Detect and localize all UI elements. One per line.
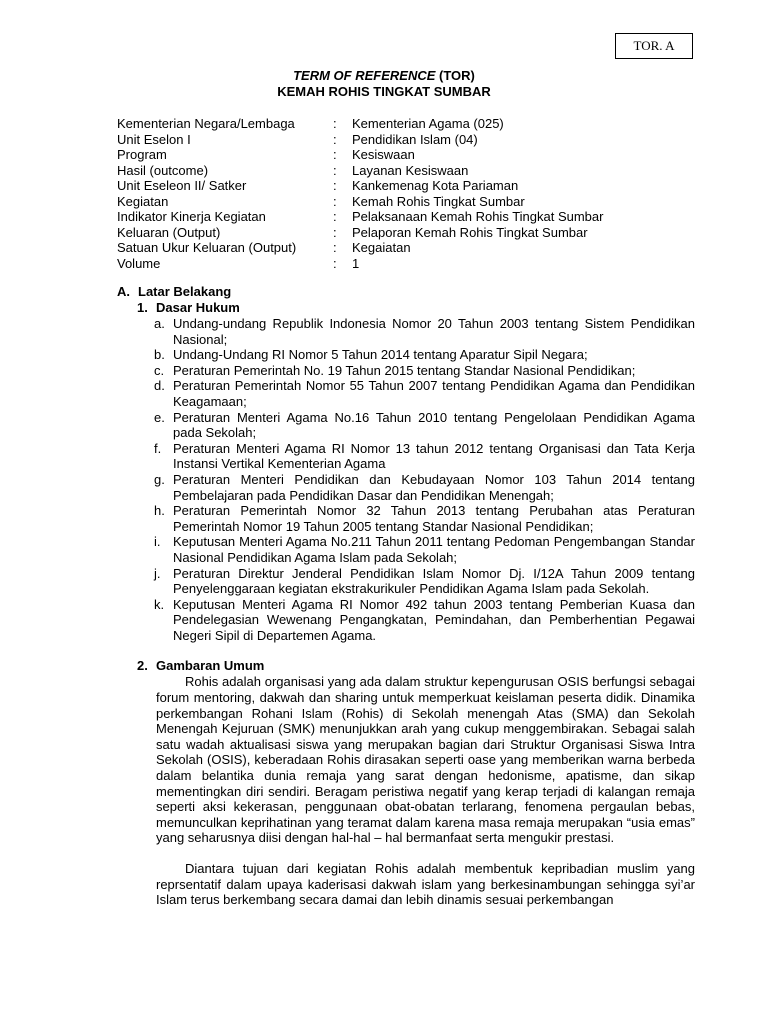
list-text: Peraturan Pemerintah Nomor 55 Tahun 2007 tentang Pendidikan Agama dan Pendidikan Keagamaan; — [173, 378, 695, 409]
list-item — [117, 410, 695, 441]
list-marker: i. — [154, 534, 161, 550]
list-text: Keputusan Menteri Agama RI Nomor 492 tahun 2003 tentang Pemberian Kuasa dan Pendelegasian Wewenang Pengangkatan, Pemindahan, dan Pemberhentian Pegawai Negeri Sipil di Departemen Agama. — [173, 596, 695, 643]
meta-value: Pelaksanaan Kemah Rohis Tingkat Sumbar — [352, 209, 604, 224]
list-text: Undang-Undang RI Nomor 5 Tahun 2014 tentang Aparatur Sipil Negara; — [173, 347, 588, 363]
meta-colon: : — [333, 162, 337, 178]
meta-row — [117, 178, 677, 194]
meta-colon: : — [333, 116, 337, 131]
meta-row — [117, 194, 677, 210]
list-item — [117, 378, 695, 409]
meta-key: Kegiatan — [117, 193, 169, 209]
tor-label-box — [615, 33, 693, 59]
list-item — [117, 503, 695, 534]
list-marker: c. — [154, 362, 165, 378]
meta-row — [117, 132, 677, 148]
subsection-1-title: Dasar Hukum — [156, 300, 240, 315]
meta-key: Program — [117, 147, 167, 162]
title-suffix: (TOR) — [435, 68, 475, 83]
meta-value: Kemah Rohis Tingkat Sumbar — [352, 193, 525, 209]
meta-key: Volume — [117, 255, 161, 271]
meta-value: Kegaiatan — [352, 240, 411, 255]
meta-value: Kementerian Agama (025) — [352, 116, 504, 131]
list-item — [117, 597, 695, 644]
meta-key: Keluaran (Output) — [117, 224, 221, 240]
list-marker: b. — [154, 347, 165, 363]
document-subtitle: KEMAH ROHIS TINGKAT SUMBAR — [277, 84, 491, 99]
meta-key: Satuan Ukur Keluaran (Output) — [117, 240, 297, 255]
list-item — [117, 472, 695, 503]
meta-table — [117, 116, 677, 271]
meta-value: Pelaporan Kemah Rohis Tingkat Sumbar — [352, 224, 588, 240]
list-item — [117, 566, 695, 597]
list-marker: a. — [154, 316, 165, 331]
meta-key: Unit Eseleon II/ Satker — [117, 178, 247, 193]
title-italic: TERM OF REFERENCE — [293, 68, 436, 83]
subsection-2-heading — [117, 658, 695, 674]
meta-colon: : — [333, 209, 337, 224]
list-marker: e. — [154, 409, 165, 425]
list-marker: f. — [154, 440, 162, 456]
list-text: Peraturan Menteri Agama RI Nomor 13 tahun 2012 tentang Organisasi dan Tata Kerja Instansi Vertikal Kementerian Agama — [173, 440, 695, 472]
list-text: Peraturan Pemerintah No. 19 Tahun 2015 tentang Standar Nasional Pendidikan; — [173, 362, 636, 378]
section-a-heading — [117, 284, 695, 300]
meta-value: Kankemenag Kota Pariaman — [352, 178, 519, 193]
list-item — [117, 534, 695, 565]
list-marker: j. — [154, 565, 161, 581]
list-marker: d. — [154, 378, 165, 394]
meta-key: Indikator Kinerja Kegiatan — [117, 209, 266, 224]
subsection-1-label: 1. — [137, 300, 148, 315]
subsection-2-title: Gambaran Umum — [156, 658, 265, 674]
meta-row — [117, 116, 677, 132]
meta-key: Hasil (outcome) — [117, 162, 209, 178]
dasar-hukum-list — [117, 316, 695, 643]
meta-row — [117, 256, 677, 272]
list-marker: g. — [154, 471, 165, 487]
meta-colon: : — [333, 224, 337, 240]
meta-colon: : — [333, 240, 337, 255]
section-a-label: A. — [117, 284, 130, 299]
meta-value: 1 — [352, 255, 360, 271]
meta-row — [117, 163, 677, 179]
list-marker: k. — [154, 596, 165, 612]
list-text: Keputusan Menteri Agama No.211 Tahun 2011 tentang Pedoman Pengembangan Standar Nasional Pendidikan Agama Islam pada Sekolah; — [173, 534, 695, 565]
meta-row — [117, 209, 677, 225]
meta-key: Kementerian Negara/Lembaga — [117, 116, 295, 131]
list-item — [117, 363, 695, 379]
tor-label: TOR. A — [633, 38, 675, 53]
meta-row — [117, 147, 677, 163]
list-marker: h. — [154, 503, 165, 519]
meta-value: Pendidikan Islam (04) — [352, 131, 478, 147]
paragraph-2: Diantara tujuan dari kegiatan Rohis adalah membentuk kepribadian muslim yang reprsentatif dalam upaya kaderisasi dakwah islam yang berkesinambungan sehingga syi’ar Islam terus berkembang secara damai dan lebih dinamis sesuai perkembangan — [156, 861, 695, 908]
section-a-title: Latar Belakang — [138, 284, 232, 299]
meta-value: Kesiswaan — [352, 147, 415, 162]
list-text: Undang-undang Republik Indonesia Nomor 20 Tahun 2003 tentang Sistem Pendidikan Nasional; — [173, 316, 695, 347]
document-body — [117, 284, 695, 908]
meta-key: Unit Eselon I — [117, 131, 191, 147]
paragraph-1: Rohis adalah organisasi yang ada dalam struktur kepengurusan OSIS berfungsi sebagai forum mentoring, dakwah dan sharing untuk memperkuat keislaman peserta didik. Dinamika perkembangan Rohani Islam (Rohis) di Sekolah menengah Atas (SMA) dan Sekolah Menengah Kejuruan (SMK) menunjukkan arah yang cukup menggembirakan. Sebagai salah satu wadah aktualisasi siswa yang merupakan bagian dari Struktur Organisasi Siswa Intra Sekolah (OSIS), keberadaan Rohis dirasakan seperti oase yang memberikan warna berbeda dalam belantika dunia remaja yang sarat dengan hedonisme, apatisme, dan sikap mementingkan diri sendiri. Beragam peristiwa negatif yang kerap terjadi di kalangan remaja seperti aksi kekerasan, penggunaan obat-obatan terlarang, fenomena pergaulan bebas, memunculkan keprihatinan yang teramat dalam karena masa remaja merupakan “usia emas” yang seharusnya diisi dengan hal-hal – hal bermanfaat serta mengukir prestasi. — [156, 674, 695, 846]
meta-row — [117, 240, 677, 256]
subsection-1-heading — [117, 300, 695, 316]
meta-colon: : — [333, 255, 337, 271]
list-item — [117, 347, 695, 363]
list-text: Peraturan Pemerintah Nomor 32 Tahun 2013 tentang Perubahan atas Peraturan Pemerintah Nomor 19 Tahun 2005 tentang Standar Nasional Pendidikan; — [173, 503, 695, 534]
list-text: Peraturan Menteri Agama No.16 Tahun 2010 tentang Pengelolaan Pendidikan Agama pada Sekolah; — [173, 409, 695, 441]
meta-colon: : — [333, 147, 337, 162]
list-item — [117, 316, 695, 347]
list-text: Peraturan Direktur Jenderal Pendidikan Islam Nomor Dj. I/12A Tahun 2009 tentang Penyelenggaraan kegiatan ekstrakurikuler Pendidikan Agama Islam pada Sekolah. — [173, 565, 695, 597]
document-title — [0, 68, 768, 84]
meta-colon: : — [333, 131, 337, 147]
subsection-2-label: 2. — [137, 658, 148, 674]
meta-colon: : — [333, 178, 337, 193]
meta-row — [117, 225, 677, 241]
list-text: Peraturan Menteri Pendidikan dan Kebudayaan Nomor 103 Tahun 2014 tentang Pembelajaran pada Pendidikan Dasar dan Pendidikan Menengah; — [173, 471, 695, 503]
meta-value: Layanan Kesiswaan — [352, 162, 469, 178]
meta-colon: : — [333, 193, 337, 209]
list-item — [117, 441, 695, 472]
